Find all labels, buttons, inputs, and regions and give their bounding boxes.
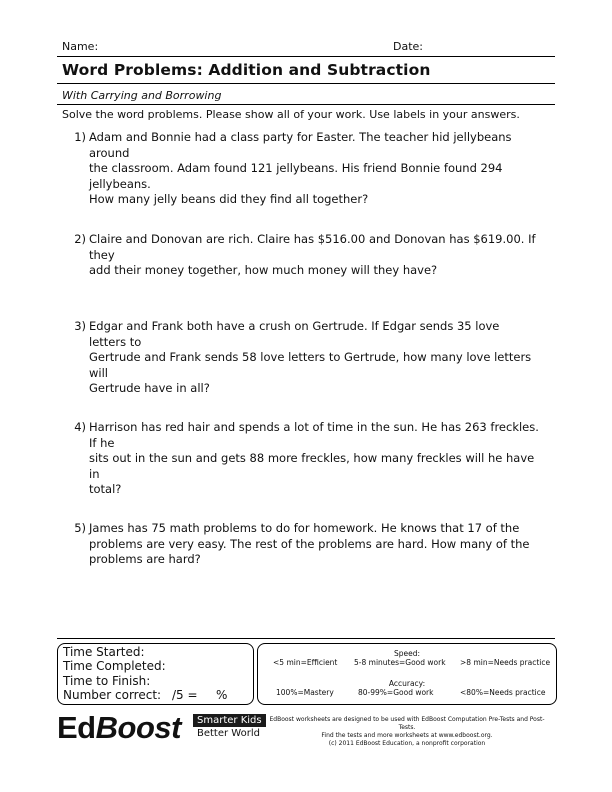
problem-line: problems are hard? bbox=[89, 552, 201, 566]
problem-number: 4) bbox=[74, 420, 86, 434]
accuracy-good: 80-99%=Good work bbox=[358, 688, 434, 697]
problem-line: Adam and Bonnie had a class party for Easter. The teacher hid jellybeans around bbox=[89, 130, 512, 160]
number-correct-label: Number correct: bbox=[63, 688, 162, 702]
footer-note: Find the tests and more worksheets at www.edboost.org. bbox=[321, 732, 493, 739]
header-rule bbox=[57, 56, 555, 57]
problem-number: 1) bbox=[74, 130, 86, 144]
tagline-bottom: Better World bbox=[197, 728, 260, 739]
footer-note: (c) 2011 EdBoost Education, a nonprofit corporation bbox=[328, 740, 486, 747]
time-to-finish-label: Time to Finish: bbox=[63, 674, 151, 688]
problem-line: Gertrude and Frank sends 58 love letters to Gertrude, how many love letters will bbox=[89, 350, 532, 380]
footer-rule bbox=[57, 638, 555, 639]
accuracy-mastery: 100%=Mastery bbox=[276, 688, 334, 697]
problem-number: 3) bbox=[74, 319, 86, 333]
speed-needs-practice: >8 min=Needs practice bbox=[460, 658, 551, 667]
rubric-box bbox=[257, 643, 557, 705]
logo-ed-text: Ed bbox=[57, 710, 96, 745]
problem-line: the classroom. Adam found 121 jellybeans. His friend Bonnie found 294 jellybeans. bbox=[89, 161, 503, 191]
tagline-top: Smarter Kids bbox=[193, 714, 266, 727]
logo-tagline bbox=[193, 714, 266, 740]
problem-line: total? bbox=[89, 482, 122, 496]
title-rule bbox=[57, 83, 555, 84]
speed-good: 5-8 minutes=Good work bbox=[354, 658, 446, 667]
time-box bbox=[57, 643, 254, 705]
problem-line: add their money together, how much money will they have? bbox=[89, 263, 438, 277]
problem-line: How many jelly beans did they find all together? bbox=[89, 192, 369, 206]
name-label: Name: bbox=[62, 40, 99, 53]
problem-line: Gertrude have in all? bbox=[89, 381, 210, 395]
speed-efficient: <5 min=Efficient bbox=[273, 658, 338, 667]
problem-line: Edgar and Frank both have a crush on Gertrude. If Edgar sends 35 love letters to bbox=[89, 319, 500, 349]
logo-boost-text: Boost bbox=[95, 710, 181, 745]
page-subtitle: With Carrying and Borrowing bbox=[62, 89, 222, 102]
speed-label: Speed: bbox=[393, 649, 421, 658]
time-completed-label: Time Completed: bbox=[63, 659, 166, 673]
problem-number: 2) bbox=[74, 232, 86, 246]
edboost-logo bbox=[57, 710, 181, 744]
problem-number: 5) bbox=[74, 521, 86, 535]
percent-sign: % bbox=[216, 688, 228, 702]
problem-line: Claire and Donovan are rich. Claire has $516.00 and Donovan has $619.00. If they bbox=[89, 232, 536, 262]
problem-line: problems are very easy. The rest of the problems are hard. How many of the bbox=[89, 536, 530, 551]
footer-notes bbox=[262, 716, 552, 748]
page-title: Word Problems: Addition and Subtraction bbox=[62, 61, 431, 79]
date-label: Date: bbox=[393, 40, 423, 53]
time-started-label: Time Started: bbox=[63, 645, 145, 659]
problem-line: sits out in the sun and gets 88 more freckles, how many freckles will he have in bbox=[89, 451, 535, 481]
problem-line: Harrison has red hair and spends a lot of time in the sun. He has 263 freckles. If he bbox=[89, 420, 539, 450]
accuracy-needs-practice: <80%=Needs practice bbox=[460, 688, 546, 697]
problem-line: James has 75 math problems to do for homework. He knows that 17 of the bbox=[89, 521, 520, 535]
instructions: Solve the word problems. Please show all of your work. Use labels in your answers. bbox=[62, 108, 520, 121]
score-out-of: /5 = bbox=[172, 688, 198, 702]
footer-note: EdBoost worksheets are designed to be used with EdBoost Computation Pre-Tests and Post-Tests. bbox=[269, 716, 545, 731]
subtitle-rule bbox=[57, 104, 555, 105]
accuracy-label: Accuracy: bbox=[388, 679, 426, 688]
